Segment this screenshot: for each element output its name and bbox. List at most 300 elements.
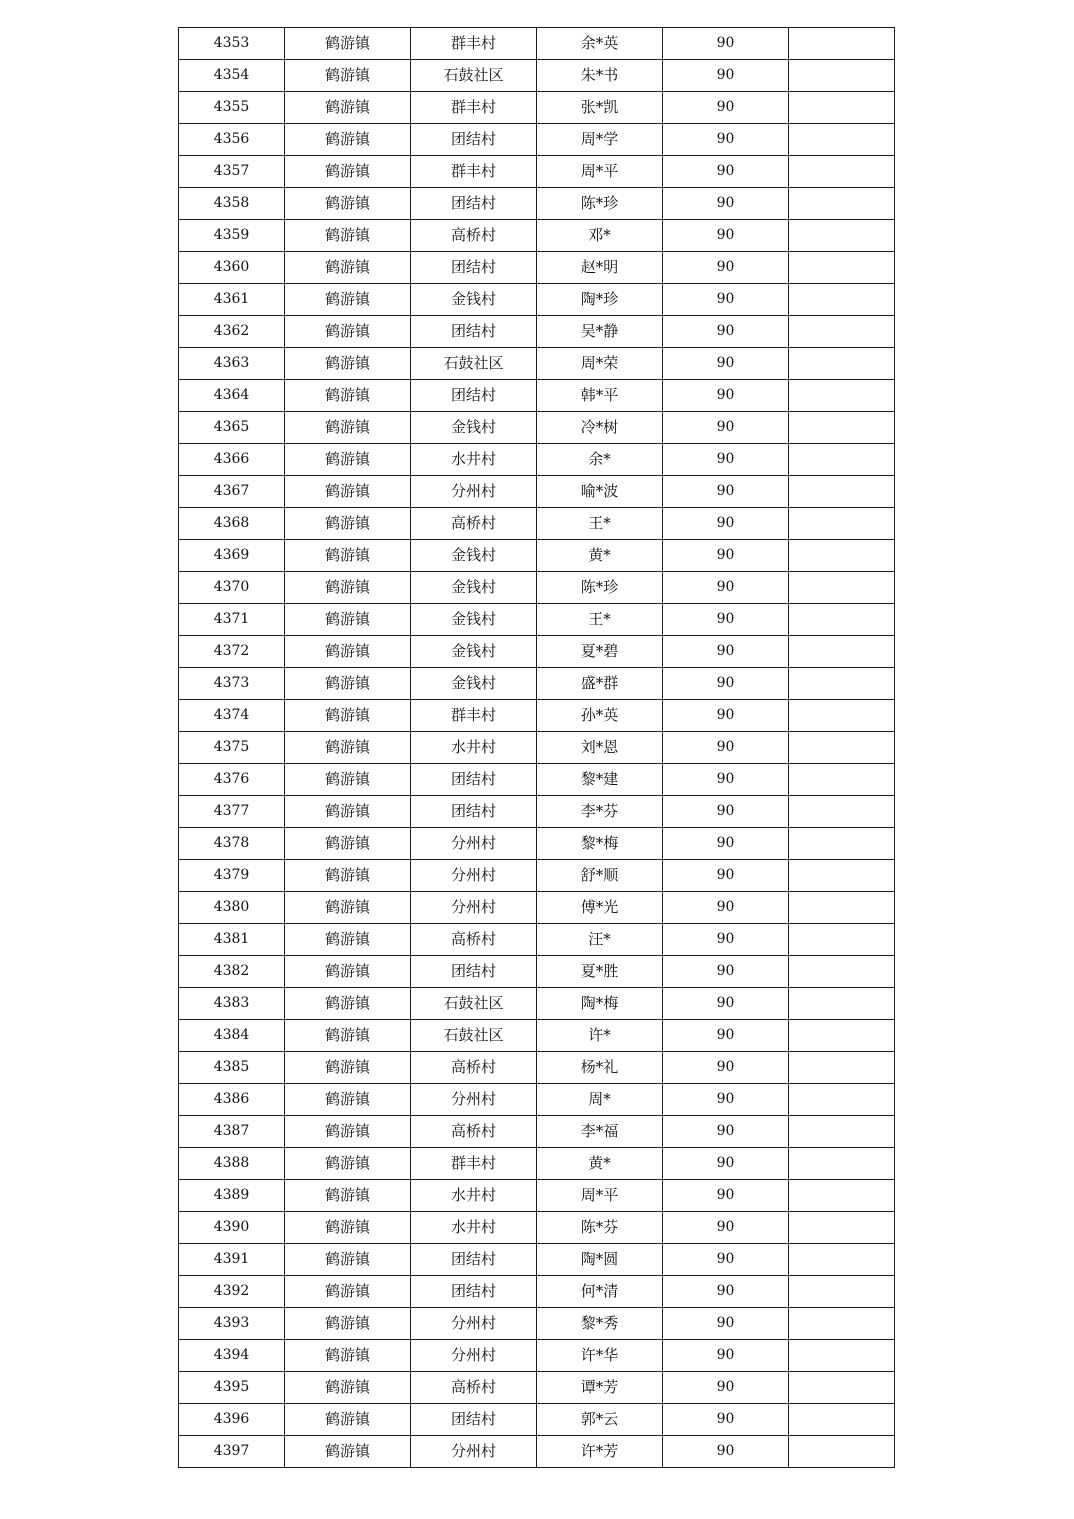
table-row bbox=[179, 92, 895, 124]
person-name-cell: 何*清 bbox=[537, 1276, 663, 1308]
row-number-cell: 4380 bbox=[179, 892, 285, 924]
amount-cell: 90 bbox=[663, 860, 789, 892]
amount-cell: 90 bbox=[663, 348, 789, 380]
amount-cell: 90 bbox=[663, 1276, 789, 1308]
person-name-cell: 傅*光 bbox=[537, 892, 663, 924]
village-cell: 高桥村 bbox=[411, 1116, 537, 1148]
person-name-cell: 周*学 bbox=[537, 124, 663, 156]
note-cell bbox=[789, 764, 895, 796]
table-row bbox=[179, 1308, 895, 1340]
town-cell: 鹤游镇 bbox=[285, 1116, 411, 1148]
amount-cell: 90 bbox=[663, 284, 789, 316]
table-row bbox=[179, 412, 895, 444]
person-name-cell: 喻*波 bbox=[537, 476, 663, 508]
person-name-cell: 陈*芬 bbox=[537, 1212, 663, 1244]
village-cell: 群丰村 bbox=[411, 700, 537, 732]
town-cell: 鹤游镇 bbox=[285, 1148, 411, 1180]
amount-cell: 90 bbox=[663, 1436, 789, 1468]
person-name-cell: 张*凯 bbox=[537, 92, 663, 124]
village-cell: 团结村 bbox=[411, 796, 537, 828]
person-name-cell: 许*华 bbox=[537, 1340, 663, 1372]
town-cell: 鹤游镇 bbox=[285, 924, 411, 956]
amount-cell: 90 bbox=[663, 92, 789, 124]
table-row bbox=[179, 316, 895, 348]
town-cell: 鹤游镇 bbox=[285, 1020, 411, 1052]
row-number-cell: 4365 bbox=[179, 412, 285, 444]
person-name-cell: 孙*英 bbox=[537, 700, 663, 732]
table-row bbox=[179, 188, 895, 220]
note-cell bbox=[789, 1276, 895, 1308]
note-cell bbox=[789, 540, 895, 572]
village-cell: 分州村 bbox=[411, 1308, 537, 1340]
table-row bbox=[179, 1404, 895, 1436]
town-cell: 鹤游镇 bbox=[285, 476, 411, 508]
village-cell: 团结村 bbox=[411, 956, 537, 988]
row-number-cell: 4369 bbox=[179, 540, 285, 572]
amount-cell: 90 bbox=[663, 220, 789, 252]
village-cell: 分州村 bbox=[411, 476, 537, 508]
amount-cell: 90 bbox=[663, 252, 789, 284]
amount-cell: 90 bbox=[663, 636, 789, 668]
town-cell: 鹤游镇 bbox=[285, 1340, 411, 1372]
note-cell bbox=[789, 1340, 895, 1372]
town-cell: 鹤游镇 bbox=[285, 316, 411, 348]
note-cell bbox=[789, 92, 895, 124]
village-cell: 团结村 bbox=[411, 252, 537, 284]
town-cell: 鹤游镇 bbox=[285, 1372, 411, 1404]
table-row bbox=[179, 1052, 895, 1084]
person-name-cell: 许* bbox=[537, 1020, 663, 1052]
note-cell bbox=[789, 860, 895, 892]
person-name-cell: 吴*静 bbox=[537, 316, 663, 348]
table-row bbox=[179, 1372, 895, 1404]
table-row bbox=[179, 252, 895, 284]
village-cell: 金钱村 bbox=[411, 636, 537, 668]
note-cell bbox=[789, 220, 895, 252]
table-row bbox=[179, 380, 895, 412]
table-row bbox=[179, 124, 895, 156]
row-number-cell: 4363 bbox=[179, 348, 285, 380]
town-cell: 鹤游镇 bbox=[285, 892, 411, 924]
table-row bbox=[179, 476, 895, 508]
row-number-cell: 4385 bbox=[179, 1052, 285, 1084]
town-cell: 鹤游镇 bbox=[285, 1436, 411, 1468]
roster-table bbox=[178, 27, 895, 1468]
person-name-cell: 李*福 bbox=[537, 1116, 663, 1148]
amount-cell: 90 bbox=[663, 444, 789, 476]
note-cell bbox=[789, 924, 895, 956]
table-row bbox=[179, 28, 895, 60]
table-row bbox=[179, 796, 895, 828]
person-name-cell: 夏*碧 bbox=[537, 636, 663, 668]
table-row bbox=[179, 572, 895, 604]
person-name-cell: 黄* bbox=[537, 540, 663, 572]
table-row bbox=[179, 444, 895, 476]
town-cell: 鹤游镇 bbox=[285, 540, 411, 572]
person-name-cell: 韩*平 bbox=[537, 380, 663, 412]
row-number-cell: 4355 bbox=[179, 92, 285, 124]
table-row bbox=[179, 988, 895, 1020]
town-cell: 鹤游镇 bbox=[285, 284, 411, 316]
note-cell bbox=[789, 604, 895, 636]
amount-cell: 90 bbox=[663, 540, 789, 572]
village-cell: 群丰村 bbox=[411, 1148, 537, 1180]
row-number-cell: 4397 bbox=[179, 1436, 285, 1468]
town-cell: 鹤游镇 bbox=[285, 796, 411, 828]
village-cell: 高桥村 bbox=[411, 1052, 537, 1084]
village-cell: 团结村 bbox=[411, 1244, 537, 1276]
note-cell bbox=[789, 668, 895, 700]
table-row bbox=[179, 604, 895, 636]
amount-cell: 90 bbox=[663, 188, 789, 220]
amount-cell: 90 bbox=[663, 732, 789, 764]
row-number-cell: 4362 bbox=[179, 316, 285, 348]
town-cell: 鹤游镇 bbox=[285, 508, 411, 540]
note-cell bbox=[789, 284, 895, 316]
amount-cell: 90 bbox=[663, 1212, 789, 1244]
table-row bbox=[179, 892, 895, 924]
note-cell bbox=[789, 1084, 895, 1116]
row-number-cell: 4378 bbox=[179, 828, 285, 860]
person-name-cell: 王* bbox=[537, 604, 663, 636]
village-cell: 团结村 bbox=[411, 124, 537, 156]
town-cell: 鹤游镇 bbox=[285, 444, 411, 476]
table-row bbox=[179, 1084, 895, 1116]
table-row bbox=[179, 860, 895, 892]
note-cell bbox=[789, 156, 895, 188]
village-cell: 团结村 bbox=[411, 380, 537, 412]
note-cell bbox=[789, 1020, 895, 1052]
village-cell: 金钱村 bbox=[411, 668, 537, 700]
row-number-cell: 4356 bbox=[179, 124, 285, 156]
note-cell bbox=[789, 508, 895, 540]
row-number-cell: 4392 bbox=[179, 1276, 285, 1308]
row-number-cell: 4395 bbox=[179, 1372, 285, 1404]
note-cell bbox=[789, 348, 895, 380]
person-name-cell: 王* bbox=[537, 508, 663, 540]
person-name-cell: 谭*芳 bbox=[537, 1372, 663, 1404]
table-row bbox=[179, 1180, 895, 1212]
note-cell bbox=[789, 988, 895, 1020]
amount-cell: 90 bbox=[663, 700, 789, 732]
table-row bbox=[179, 1020, 895, 1052]
town-cell: 鹤游镇 bbox=[285, 604, 411, 636]
town-cell: 鹤游镇 bbox=[285, 1308, 411, 1340]
village-cell: 金钱村 bbox=[411, 604, 537, 636]
village-cell: 水井村 bbox=[411, 1180, 537, 1212]
amount-cell: 90 bbox=[663, 572, 789, 604]
table-row bbox=[179, 1212, 895, 1244]
row-number-cell: 4368 bbox=[179, 508, 285, 540]
table-row bbox=[179, 668, 895, 700]
note-cell bbox=[789, 316, 895, 348]
person-name-cell: 舒*顺 bbox=[537, 860, 663, 892]
note-cell bbox=[789, 732, 895, 764]
town-cell: 鹤游镇 bbox=[285, 828, 411, 860]
person-name-cell: 陶*梅 bbox=[537, 988, 663, 1020]
person-name-cell: 刘*恩 bbox=[537, 732, 663, 764]
village-cell: 金钱村 bbox=[411, 284, 537, 316]
row-number-cell: 4366 bbox=[179, 444, 285, 476]
note-cell bbox=[789, 1372, 895, 1404]
village-cell: 高桥村 bbox=[411, 220, 537, 252]
table-row bbox=[179, 828, 895, 860]
person-name-cell: 周* bbox=[537, 1084, 663, 1116]
amount-cell: 90 bbox=[663, 924, 789, 956]
table-row bbox=[179, 764, 895, 796]
row-number-cell: 4370 bbox=[179, 572, 285, 604]
town-cell: 鹤游镇 bbox=[285, 124, 411, 156]
town-cell: 鹤游镇 bbox=[285, 1084, 411, 1116]
table-row bbox=[179, 1276, 895, 1308]
village-cell: 石鼓社区 bbox=[411, 1020, 537, 1052]
town-cell: 鹤游镇 bbox=[285, 732, 411, 764]
amount-cell: 90 bbox=[663, 1020, 789, 1052]
row-number-cell: 4359 bbox=[179, 220, 285, 252]
amount-cell: 90 bbox=[663, 796, 789, 828]
row-number-cell: 4394 bbox=[179, 1340, 285, 1372]
row-number-cell: 4396 bbox=[179, 1404, 285, 1436]
town-cell: 鹤游镇 bbox=[285, 764, 411, 796]
note-cell bbox=[789, 572, 895, 604]
person-name-cell: 邓* bbox=[537, 220, 663, 252]
table-row bbox=[179, 636, 895, 668]
person-name-cell: 周*荣 bbox=[537, 348, 663, 380]
village-cell: 高桥村 bbox=[411, 924, 537, 956]
town-cell: 鹤游镇 bbox=[285, 252, 411, 284]
row-number-cell: 4353 bbox=[179, 28, 285, 60]
row-number-cell: 4379 bbox=[179, 860, 285, 892]
note-cell bbox=[789, 1052, 895, 1084]
note-cell bbox=[789, 1308, 895, 1340]
town-cell: 鹤游镇 bbox=[285, 92, 411, 124]
person-name-cell: 周*平 bbox=[537, 1180, 663, 1212]
town-cell: 鹤游镇 bbox=[285, 60, 411, 92]
amount-cell: 90 bbox=[663, 956, 789, 988]
amount-cell: 90 bbox=[663, 668, 789, 700]
village-cell: 分州村 bbox=[411, 892, 537, 924]
person-name-cell: 盛*群 bbox=[537, 668, 663, 700]
row-number-cell: 4373 bbox=[179, 668, 285, 700]
town-cell: 鹤游镇 bbox=[285, 572, 411, 604]
row-number-cell: 4389 bbox=[179, 1180, 285, 1212]
note-cell bbox=[789, 60, 895, 92]
row-number-cell: 4391 bbox=[179, 1244, 285, 1276]
person-name-cell: 夏*胜 bbox=[537, 956, 663, 988]
village-cell: 团结村 bbox=[411, 316, 537, 348]
table-row bbox=[179, 60, 895, 92]
amount-cell: 90 bbox=[663, 508, 789, 540]
row-number-cell: 4382 bbox=[179, 956, 285, 988]
row-number-cell: 4376 bbox=[179, 764, 285, 796]
row-number-cell: 4354 bbox=[179, 60, 285, 92]
village-cell: 高桥村 bbox=[411, 1372, 537, 1404]
town-cell: 鹤游镇 bbox=[285, 220, 411, 252]
note-cell bbox=[789, 444, 895, 476]
row-number-cell: 4384 bbox=[179, 1020, 285, 1052]
amount-cell: 90 bbox=[663, 1340, 789, 1372]
person-name-cell: 黎*梅 bbox=[537, 828, 663, 860]
amount-cell: 90 bbox=[663, 380, 789, 412]
village-cell: 石鼓社区 bbox=[411, 348, 537, 380]
note-cell bbox=[789, 412, 895, 444]
village-cell: 团结村 bbox=[411, 1404, 537, 1436]
person-name-cell: 汪* bbox=[537, 924, 663, 956]
note-cell bbox=[789, 380, 895, 412]
village-cell: 高桥村 bbox=[411, 508, 537, 540]
amount-cell: 90 bbox=[663, 764, 789, 796]
table-row bbox=[179, 156, 895, 188]
town-cell: 鹤游镇 bbox=[285, 668, 411, 700]
village-cell: 群丰村 bbox=[411, 156, 537, 188]
village-cell: 分州村 bbox=[411, 860, 537, 892]
village-cell: 金钱村 bbox=[411, 572, 537, 604]
town-cell: 鹤游镇 bbox=[285, 188, 411, 220]
note-cell bbox=[789, 28, 895, 60]
row-number-cell: 4360 bbox=[179, 252, 285, 284]
village-cell: 金钱村 bbox=[411, 412, 537, 444]
village-cell: 分州村 bbox=[411, 1436, 537, 1468]
village-cell: 水井村 bbox=[411, 444, 537, 476]
amount-cell: 90 bbox=[663, 1116, 789, 1148]
row-number-cell: 4361 bbox=[179, 284, 285, 316]
amount-cell: 90 bbox=[663, 828, 789, 860]
row-number-cell: 4390 bbox=[179, 1212, 285, 1244]
village-cell: 团结村 bbox=[411, 1276, 537, 1308]
table-row bbox=[179, 220, 895, 252]
village-cell: 团结村 bbox=[411, 188, 537, 220]
row-number-cell: 4387 bbox=[179, 1116, 285, 1148]
note-cell bbox=[789, 956, 895, 988]
person-name-cell: 许*芳 bbox=[537, 1436, 663, 1468]
amount-cell: 90 bbox=[663, 156, 789, 188]
amount-cell: 90 bbox=[663, 1084, 789, 1116]
town-cell: 鹤游镇 bbox=[285, 1276, 411, 1308]
row-number-cell: 4393 bbox=[179, 1308, 285, 1340]
row-number-cell: 4383 bbox=[179, 988, 285, 1020]
person-name-cell: 陈*珍 bbox=[537, 188, 663, 220]
village-cell: 石鼓社区 bbox=[411, 988, 537, 1020]
note-cell bbox=[789, 1116, 895, 1148]
table-row bbox=[179, 1436, 895, 1468]
row-number-cell: 4388 bbox=[179, 1148, 285, 1180]
note-cell bbox=[789, 892, 895, 924]
amount-cell: 90 bbox=[663, 412, 789, 444]
amount-cell: 90 bbox=[663, 892, 789, 924]
row-number-cell: 4371 bbox=[179, 604, 285, 636]
note-cell bbox=[789, 476, 895, 508]
amount-cell: 90 bbox=[663, 1148, 789, 1180]
row-number-cell: 4367 bbox=[179, 476, 285, 508]
person-name-cell: 余* bbox=[537, 444, 663, 476]
note-cell bbox=[789, 1436, 895, 1468]
note-cell bbox=[789, 1244, 895, 1276]
village-cell: 群丰村 bbox=[411, 28, 537, 60]
amount-cell: 90 bbox=[663, 1308, 789, 1340]
village-cell: 群丰村 bbox=[411, 92, 537, 124]
person-name-cell: 黎*建 bbox=[537, 764, 663, 796]
village-cell: 金钱村 bbox=[411, 540, 537, 572]
note-cell bbox=[789, 1148, 895, 1180]
village-cell: 分州村 bbox=[411, 828, 537, 860]
table-row bbox=[179, 1116, 895, 1148]
note-cell bbox=[789, 1404, 895, 1436]
town-cell: 鹤游镇 bbox=[285, 860, 411, 892]
town-cell: 鹤游镇 bbox=[285, 156, 411, 188]
table-row bbox=[179, 1148, 895, 1180]
note-cell bbox=[789, 252, 895, 284]
row-number-cell: 4357 bbox=[179, 156, 285, 188]
village-cell: 水井村 bbox=[411, 1212, 537, 1244]
town-cell: 鹤游镇 bbox=[285, 1244, 411, 1276]
note-cell bbox=[789, 796, 895, 828]
note-cell bbox=[789, 1212, 895, 1244]
table-row bbox=[179, 508, 895, 540]
roster-table-body bbox=[179, 28, 895, 1468]
person-name-cell: 陈*珍 bbox=[537, 572, 663, 604]
person-name-cell: 陶*珍 bbox=[537, 284, 663, 316]
table-row bbox=[179, 956, 895, 988]
person-name-cell: 冷*树 bbox=[537, 412, 663, 444]
amount-cell: 90 bbox=[663, 476, 789, 508]
amount-cell: 90 bbox=[663, 124, 789, 156]
note-cell bbox=[789, 188, 895, 220]
village-cell: 水井村 bbox=[411, 732, 537, 764]
amount-cell: 90 bbox=[663, 316, 789, 348]
row-number-cell: 4358 bbox=[179, 188, 285, 220]
table-row bbox=[179, 924, 895, 956]
row-number-cell: 4372 bbox=[179, 636, 285, 668]
table-row bbox=[179, 1340, 895, 1372]
row-number-cell: 4381 bbox=[179, 924, 285, 956]
row-number-cell: 4364 bbox=[179, 380, 285, 412]
amount-cell: 90 bbox=[663, 1372, 789, 1404]
amount-cell: 90 bbox=[663, 28, 789, 60]
village-cell: 分州村 bbox=[411, 1084, 537, 1116]
table-row bbox=[179, 700, 895, 732]
person-name-cell: 余*英 bbox=[537, 28, 663, 60]
amount-cell: 90 bbox=[663, 1244, 789, 1276]
row-number-cell: 4375 bbox=[179, 732, 285, 764]
village-cell: 分州村 bbox=[411, 1340, 537, 1372]
table-row bbox=[179, 732, 895, 764]
table-row bbox=[179, 348, 895, 380]
note-cell bbox=[789, 700, 895, 732]
town-cell: 鹤游镇 bbox=[285, 1212, 411, 1244]
table-row bbox=[179, 1244, 895, 1276]
person-name-cell: 朱*书 bbox=[537, 60, 663, 92]
village-cell: 石鼓社区 bbox=[411, 60, 537, 92]
person-name-cell: 周*平 bbox=[537, 156, 663, 188]
town-cell: 鹤游镇 bbox=[285, 380, 411, 412]
person-name-cell: 杨*礼 bbox=[537, 1052, 663, 1084]
town-cell: 鹤游镇 bbox=[285, 1052, 411, 1084]
amount-cell: 90 bbox=[663, 1180, 789, 1212]
amount-cell: 90 bbox=[663, 60, 789, 92]
amount-cell: 90 bbox=[663, 1052, 789, 1084]
person-name-cell: 黎*秀 bbox=[537, 1308, 663, 1340]
note-cell bbox=[789, 636, 895, 668]
person-name-cell: 赵*明 bbox=[537, 252, 663, 284]
table-row bbox=[179, 540, 895, 572]
amount-cell: 90 bbox=[663, 604, 789, 636]
town-cell: 鹤游镇 bbox=[285, 1404, 411, 1436]
person-name-cell: 李*芬 bbox=[537, 796, 663, 828]
town-cell: 鹤游镇 bbox=[285, 28, 411, 60]
town-cell: 鹤游镇 bbox=[285, 1180, 411, 1212]
note-cell bbox=[789, 828, 895, 860]
row-number-cell: 4374 bbox=[179, 700, 285, 732]
